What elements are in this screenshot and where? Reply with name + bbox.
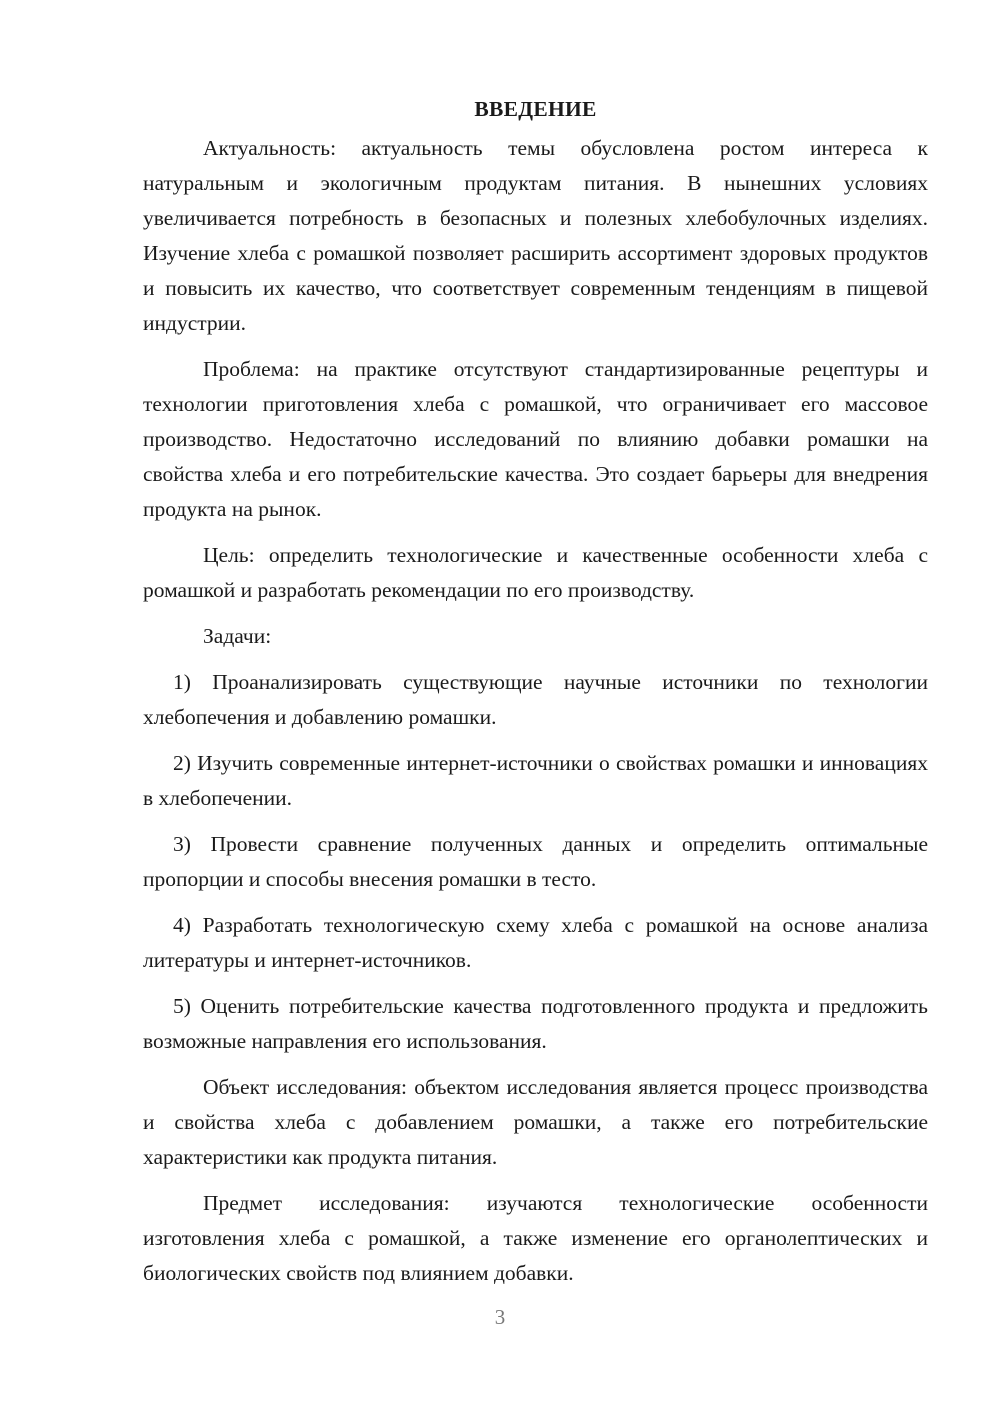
task-item-5: 5) Оценить потребительские качества подготовленного продукта и предложить возможные направления его использования. xyxy=(143,994,928,1053)
tasks-heading: Задачи: xyxy=(203,624,272,648)
research-object-paragraph: Объект исследования: объектом исследования является процесс производства и свойства хлеба с добавлением ромашки, а также его потребительские характеристики как продукта питания. xyxy=(143,1075,928,1169)
section-title: ВВЕДЕНИЕ xyxy=(474,97,597,121)
task-item-3: 3) Провести сравнение полученных данных и определить оптимальные пропорции и способы внесения ромашки в тесто. xyxy=(143,832,928,891)
page-number: 3 xyxy=(494,1305,506,1329)
task-item-1: 1) Проанализировать существующие научные источники по технологии хлебопечения и добавлению ромашки. xyxy=(143,670,928,729)
research-subject-paragraph: Предмет исследования: изучаются технологические особенности изготовления хлеба с ромашкой, а также изменение его органолептических и биологических свойств под влиянием добавки. xyxy=(143,1191,928,1285)
relevance-paragraph: Актуальность: актуальность темы обусловлена ростом интереса к натуральным и экологичным продуктам питания. В нынешних условиях увеличивается потребность в безопасных и полезных хлебобулочных изделиях. Изучение хлеба с ромашкой позволяет расширить ассортимент здоровых продуктов и повысить их качество, что соответствует современным тенденциям в пищевой индустрии. xyxy=(143,136,928,335)
goal-paragraph: Цель: определить технологические и качественные особенности хлеба с ромашкой и разработать рекомендации по его производству. xyxy=(143,543,928,602)
document-page xyxy=(143,92,928,1302)
task-item-2: 2) Изучить современные интернет-источники о свойствах ромашки и инновациях в хлебопечении. xyxy=(143,751,928,810)
task-item-4: 4) Разработать технологическую схему хлеба с ромашкой на основе анализа литературы и интернет-источников. xyxy=(143,913,928,972)
problem-paragraph: Проблема: на практике отсутствуют стандартизированные рецептуры и технологии приготовления хлеба с ромашкой, что ограничивает его массовое производство. Недостаточно исследований по влиянию добавки ромашки на свойства хлеба и его потребительские качества. Это создает барьеры для внедрения продукта на рынок. xyxy=(143,357,928,521)
